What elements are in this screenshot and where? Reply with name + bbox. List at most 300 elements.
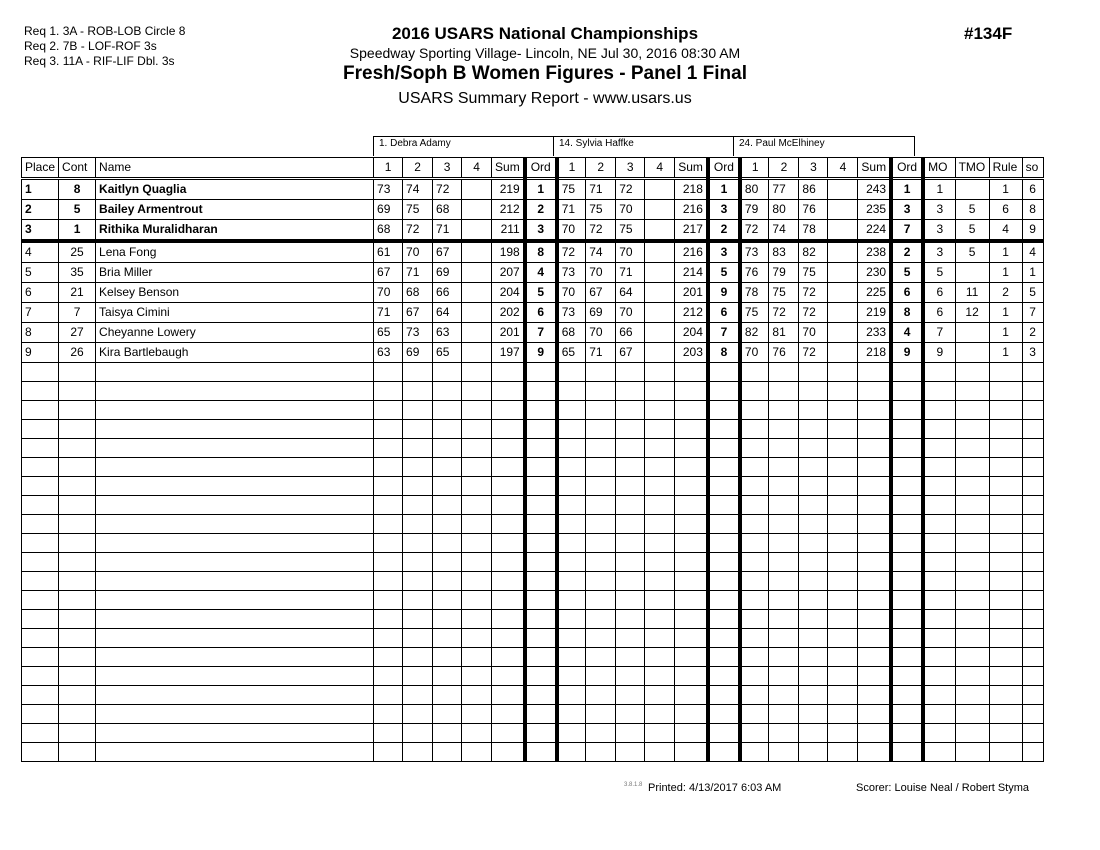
empty-cell xyxy=(675,705,708,724)
empty-cell xyxy=(740,648,769,667)
judge-1-score-2: 73 xyxy=(403,323,433,343)
empty-cell xyxy=(374,572,403,591)
judge-2-sum: 203 xyxy=(675,343,708,363)
empty-cell xyxy=(557,382,586,401)
judge-2-score-1: 65 xyxy=(557,343,586,363)
col-mo: MO xyxy=(923,158,955,179)
empty-cell xyxy=(492,420,525,439)
empty-cell xyxy=(462,363,492,382)
empty-cell xyxy=(799,458,828,477)
empty-cell xyxy=(989,534,1022,553)
empty-cell xyxy=(525,648,557,667)
table-row xyxy=(22,303,1044,323)
empty-cell xyxy=(989,363,1022,382)
judge-2-score-4 xyxy=(645,343,675,363)
empty-cell xyxy=(828,667,858,686)
empty-cell xyxy=(675,439,708,458)
empty-cell xyxy=(403,458,433,477)
empty-cell xyxy=(525,439,557,458)
judge-3-sum: 238 xyxy=(858,241,891,263)
empty-cell xyxy=(557,553,586,572)
empty-cell xyxy=(1022,648,1043,667)
empty-cell xyxy=(374,724,403,743)
judge-2-sum: 216 xyxy=(675,200,708,220)
so-cell: 5 xyxy=(1022,283,1043,303)
empty-cell xyxy=(923,534,955,553)
empty-row xyxy=(22,648,1044,667)
empty-cell xyxy=(923,686,955,705)
judge-1-score-3: 65 xyxy=(433,343,462,363)
so-cell: 7 xyxy=(1022,303,1043,323)
judge-3-ordinal: 6 xyxy=(891,283,923,303)
empty-cell xyxy=(891,382,923,401)
judge-2-score-2: 70 xyxy=(586,263,616,283)
empty-cell xyxy=(858,439,891,458)
empty-cell xyxy=(59,724,96,743)
empty-cell xyxy=(403,553,433,572)
empty-cell xyxy=(769,496,799,515)
empty-cell xyxy=(557,724,586,743)
empty-cell xyxy=(557,534,586,553)
empty-cell xyxy=(374,496,403,515)
empty-cell xyxy=(616,648,645,667)
cont-cell: 27 xyxy=(59,323,96,343)
empty-cell xyxy=(828,382,858,401)
empty-cell xyxy=(799,572,828,591)
name-cell: Bailey Armentrout xyxy=(96,200,374,220)
mo-cell: 6 xyxy=(923,303,955,323)
empty-cell xyxy=(59,743,96,762)
empty-cell xyxy=(525,667,557,686)
empty-cell xyxy=(989,610,1022,629)
mo-cell: 3 xyxy=(923,241,955,263)
judge-1-score-4 xyxy=(462,323,492,343)
empty-cell xyxy=(462,705,492,724)
judge-1-score-4 xyxy=(462,220,492,242)
empty-cell xyxy=(955,591,989,610)
empty-cell xyxy=(955,667,989,686)
judge-2-ordinal: 2 xyxy=(708,220,740,242)
empty-cell xyxy=(462,458,492,477)
judge-2-score-1: 73 xyxy=(557,263,586,283)
empty-cell xyxy=(828,534,858,553)
empty-row xyxy=(22,363,1044,382)
cont-cell: 25 xyxy=(59,241,96,263)
empty-cell xyxy=(799,553,828,572)
name-cell: Kira Bartlebaugh xyxy=(96,343,374,363)
col-j2-s4: 4 xyxy=(645,158,675,179)
empty-cell xyxy=(59,515,96,534)
empty-cell xyxy=(586,534,616,553)
empty-cell xyxy=(955,743,989,762)
judge-1-score-3: 67 xyxy=(433,241,462,263)
empty-cell xyxy=(22,648,59,667)
rule-cell: 6 xyxy=(989,200,1022,220)
col-j1-sum: Sum xyxy=(492,158,525,179)
judge-3-ordinal: 9 xyxy=(891,343,923,363)
judge-3-score-4 xyxy=(828,200,858,220)
location-date: Speedway Sporting Village- Lincoln, NE Jul 30, 2016 08:30 AM xyxy=(349,45,741,61)
empty-cell xyxy=(403,496,433,515)
empty-cell xyxy=(59,534,96,553)
empty-cell xyxy=(59,553,96,572)
empty-cell xyxy=(740,686,769,705)
judge-1-score-3: 69 xyxy=(433,263,462,283)
requirement-1: Req 1. 3A - ROB-LOB Circle 8 xyxy=(24,24,186,38)
empty-cell xyxy=(462,629,492,648)
empty-cell xyxy=(59,439,96,458)
judge-3-score-2: 75 xyxy=(769,283,799,303)
empty-cell xyxy=(96,724,374,743)
judge-1-score-2: 69 xyxy=(403,343,433,363)
empty-cell xyxy=(525,496,557,515)
empty-cell xyxy=(769,439,799,458)
empty-cell xyxy=(769,363,799,382)
cont-cell: 7 xyxy=(59,303,96,323)
empty-cell xyxy=(708,439,740,458)
empty-cell xyxy=(740,401,769,420)
empty-cell xyxy=(645,648,675,667)
empty-cell xyxy=(374,515,403,534)
empty-cell xyxy=(799,724,828,743)
empty-cell xyxy=(955,629,989,648)
empty-cell xyxy=(740,458,769,477)
empty-cell xyxy=(1022,534,1043,553)
judge-2-sum: 204 xyxy=(675,323,708,343)
judge-1-header: 1. Debra Adamy xyxy=(373,136,554,156)
empty-row xyxy=(22,667,1044,686)
name-cell: Cheyanne Lowery xyxy=(96,323,374,343)
empty-cell xyxy=(22,515,59,534)
judge-3-sum: 243 xyxy=(858,179,891,200)
empty-cell xyxy=(828,648,858,667)
judge-1-score-4 xyxy=(462,343,492,363)
col-tmo: TMO xyxy=(955,158,989,179)
judge-1-score-1: 73 xyxy=(374,179,403,200)
empty-cell xyxy=(645,686,675,705)
empty-cell xyxy=(989,648,1022,667)
empty-cell xyxy=(616,496,645,515)
empty-cell xyxy=(586,705,616,724)
empty-cell xyxy=(989,401,1022,420)
judge-2-score-3: 72 xyxy=(616,179,645,200)
empty-cell xyxy=(586,515,616,534)
empty-cell xyxy=(675,420,708,439)
judge-2-score-1: 68 xyxy=(557,323,586,343)
empty-cell xyxy=(799,496,828,515)
empty-cell xyxy=(616,477,645,496)
tmo-cell xyxy=(955,179,989,200)
empty-row xyxy=(22,515,1044,534)
report-subtitle: USARS Summary Report - www.usars.us xyxy=(398,90,692,107)
empty-cell xyxy=(616,439,645,458)
empty-cell xyxy=(96,363,374,382)
empty-cell xyxy=(708,401,740,420)
empty-cell xyxy=(525,743,557,762)
empty-cell xyxy=(433,496,462,515)
empty-cell xyxy=(525,610,557,629)
empty-cell xyxy=(433,610,462,629)
empty-cell xyxy=(675,610,708,629)
judge-3-score-4 xyxy=(828,323,858,343)
name-cell: Bria Miller xyxy=(96,263,374,283)
empty-cell xyxy=(828,629,858,648)
judge-3-score-1: 70 xyxy=(740,343,769,363)
empty-cell xyxy=(708,724,740,743)
empty-cell xyxy=(828,420,858,439)
empty-cell xyxy=(858,553,891,572)
empty-cell xyxy=(462,667,492,686)
empty-cell xyxy=(1022,610,1043,629)
empty-cell xyxy=(557,458,586,477)
empty-cell xyxy=(616,705,645,724)
judge-2-score-1: 72 xyxy=(557,241,586,263)
empty-cell xyxy=(433,534,462,553)
empty-cell xyxy=(1022,458,1043,477)
mo-cell: 1 xyxy=(923,179,955,200)
judge-2-ordinal: 1 xyxy=(708,179,740,200)
empty-cell xyxy=(492,610,525,629)
rule-cell: 1 xyxy=(989,241,1022,263)
judge-3-sum: 219 xyxy=(858,303,891,323)
empty-cell xyxy=(799,534,828,553)
rule-cell: 1 xyxy=(989,343,1022,363)
empty-cell xyxy=(492,477,525,496)
judge-2-score-4 xyxy=(645,241,675,263)
empty-cell xyxy=(740,363,769,382)
empty-cell xyxy=(955,610,989,629)
col-j2-sum: Sum xyxy=(675,158,708,179)
empty-cell xyxy=(616,534,645,553)
cont-cell: 26 xyxy=(59,343,96,363)
empty-cell xyxy=(923,496,955,515)
so-cell: 4 xyxy=(1022,241,1043,263)
empty-cell xyxy=(22,382,59,401)
empty-row xyxy=(22,496,1044,515)
empty-cell xyxy=(433,477,462,496)
empty-cell xyxy=(955,477,989,496)
empty-cell xyxy=(59,496,96,515)
empty-cell xyxy=(433,743,462,762)
place-cell: 8 xyxy=(22,323,59,343)
empty-cell xyxy=(858,686,891,705)
place-cell: 5 xyxy=(22,263,59,283)
mo-cell: 3 xyxy=(923,200,955,220)
empty-cell xyxy=(433,686,462,705)
empty-cell xyxy=(923,591,955,610)
empty-cell xyxy=(828,686,858,705)
empty-cell xyxy=(374,401,403,420)
empty-cell xyxy=(799,401,828,420)
col-name: Name xyxy=(96,158,374,179)
empty-cell xyxy=(858,401,891,420)
judge-1-sum: 219 xyxy=(492,179,525,200)
judge-3-score-2: 76 xyxy=(769,343,799,363)
empty-cell xyxy=(525,686,557,705)
empty-cell xyxy=(708,648,740,667)
empty-cell xyxy=(740,477,769,496)
judge-1-score-3: 68 xyxy=(433,200,462,220)
empty-cell xyxy=(858,743,891,762)
judge-2-sum: 214 xyxy=(675,263,708,283)
judge-1-score-1: 68 xyxy=(374,220,403,242)
empty-cell xyxy=(1022,420,1043,439)
empty-cell xyxy=(740,629,769,648)
empty-cell xyxy=(675,401,708,420)
empty-cell xyxy=(645,382,675,401)
judge-3-score-3: 78 xyxy=(799,220,828,242)
judge-1-ordinal: 9 xyxy=(525,343,557,363)
judge-1-score-3: 71 xyxy=(433,220,462,242)
empty-cell xyxy=(22,705,59,724)
empty-cell xyxy=(828,705,858,724)
empty-cell xyxy=(769,477,799,496)
empty-row xyxy=(22,401,1044,420)
empty-cell xyxy=(1022,382,1043,401)
empty-row xyxy=(22,591,1044,610)
empty-cell xyxy=(708,686,740,705)
empty-cell xyxy=(1022,667,1043,686)
empty-cell xyxy=(955,705,989,724)
empty-cell xyxy=(403,420,433,439)
empty-cell xyxy=(828,572,858,591)
empty-cell xyxy=(799,363,828,382)
cont-cell: 8 xyxy=(59,179,96,200)
judge-2-header: 14. Sylvia Haffke xyxy=(553,136,734,156)
empty-cell xyxy=(59,629,96,648)
judge-2-score-4 xyxy=(645,200,675,220)
empty-cell xyxy=(891,667,923,686)
judge-1-ordinal: 6 xyxy=(525,303,557,323)
empty-cell xyxy=(462,496,492,515)
mo-cell: 3 xyxy=(923,220,955,242)
empty-cell xyxy=(708,496,740,515)
empty-cell xyxy=(769,724,799,743)
place-cell: 6 xyxy=(22,283,59,303)
empty-cell xyxy=(586,610,616,629)
empty-cell xyxy=(645,534,675,553)
mo-cell: 6 xyxy=(923,283,955,303)
cont-cell: 1 xyxy=(59,220,96,242)
table-header-row xyxy=(22,158,1044,179)
empty-cell xyxy=(462,534,492,553)
judge-3-score-1: 82 xyxy=(740,323,769,343)
empty-cell xyxy=(740,534,769,553)
empty-cell xyxy=(616,591,645,610)
rule-cell: 2 xyxy=(989,283,1022,303)
empty-cell xyxy=(403,610,433,629)
cont-cell: 35 xyxy=(59,263,96,283)
empty-cell xyxy=(96,591,374,610)
empty-cell xyxy=(708,591,740,610)
empty-cell xyxy=(708,705,740,724)
empty-cell xyxy=(645,420,675,439)
table-row xyxy=(22,220,1044,242)
empty-cell xyxy=(462,477,492,496)
empty-cell xyxy=(675,363,708,382)
judge-2-score-1: 70 xyxy=(557,283,586,303)
empty-cell xyxy=(769,458,799,477)
judge-2-score-3: 67 xyxy=(616,343,645,363)
judge-3-ordinal: 7 xyxy=(891,220,923,242)
empty-cell xyxy=(22,553,59,572)
empty-cell xyxy=(955,382,989,401)
empty-cell xyxy=(891,591,923,610)
empty-row xyxy=(22,724,1044,743)
judge-2-sum: 216 xyxy=(675,241,708,263)
judge-2-score-2: 67 xyxy=(586,283,616,303)
empty-cell xyxy=(374,439,403,458)
empty-cell xyxy=(891,439,923,458)
empty-cell xyxy=(462,610,492,629)
so-cell: 3 xyxy=(1022,343,1043,363)
empty-cell xyxy=(59,610,96,629)
empty-cell xyxy=(59,667,96,686)
empty-cell xyxy=(891,686,923,705)
judge-2-sum: 212 xyxy=(675,303,708,323)
judge-3-ordinal: 2 xyxy=(891,241,923,263)
empty-cell xyxy=(492,496,525,515)
empty-cell xyxy=(492,686,525,705)
empty-cell xyxy=(675,477,708,496)
empty-cell xyxy=(616,629,645,648)
empty-cell xyxy=(462,439,492,458)
empty-cell xyxy=(675,686,708,705)
judge-1-score-2: 75 xyxy=(403,200,433,220)
empty-cell xyxy=(96,382,374,401)
judge-1-score-2: 68 xyxy=(403,283,433,303)
empty-cell xyxy=(769,667,799,686)
col-rule: Rule xyxy=(989,158,1022,179)
empty-row xyxy=(22,572,1044,591)
judge-3-sum: 233 xyxy=(858,323,891,343)
empty-cell xyxy=(989,477,1022,496)
empty-cell xyxy=(989,553,1022,572)
col-j2-s1: 1 xyxy=(557,158,586,179)
empty-cell xyxy=(22,629,59,648)
judge-1-sum: 207 xyxy=(492,263,525,283)
judge-3-score-4 xyxy=(828,241,858,263)
empty-cell xyxy=(769,572,799,591)
empty-cell xyxy=(799,515,828,534)
rule-cell: 1 xyxy=(989,179,1022,200)
empty-cell xyxy=(858,591,891,610)
judge-2-score-2: 75 xyxy=(586,200,616,220)
version-label: 3.8.1.8 xyxy=(624,782,643,788)
empty-cell xyxy=(433,705,462,724)
empty-cell xyxy=(645,401,675,420)
empty-cell xyxy=(769,534,799,553)
empty-cell xyxy=(403,648,433,667)
judge-3-score-2: 83 xyxy=(769,241,799,263)
empty-cell xyxy=(769,686,799,705)
empty-cell xyxy=(374,534,403,553)
empty-row xyxy=(22,439,1044,458)
judge-3-score-4 xyxy=(828,343,858,363)
results-table xyxy=(21,157,1044,762)
empty-cell xyxy=(586,420,616,439)
empty-cell xyxy=(740,553,769,572)
empty-cell xyxy=(59,572,96,591)
empty-cell xyxy=(22,743,59,762)
empty-cell xyxy=(59,648,96,667)
empty-cell xyxy=(492,724,525,743)
empty-cell xyxy=(492,572,525,591)
col-so: so xyxy=(1022,158,1043,179)
empty-cell xyxy=(828,477,858,496)
judge-2-score-1: 75 xyxy=(557,179,586,200)
empty-cell xyxy=(828,610,858,629)
